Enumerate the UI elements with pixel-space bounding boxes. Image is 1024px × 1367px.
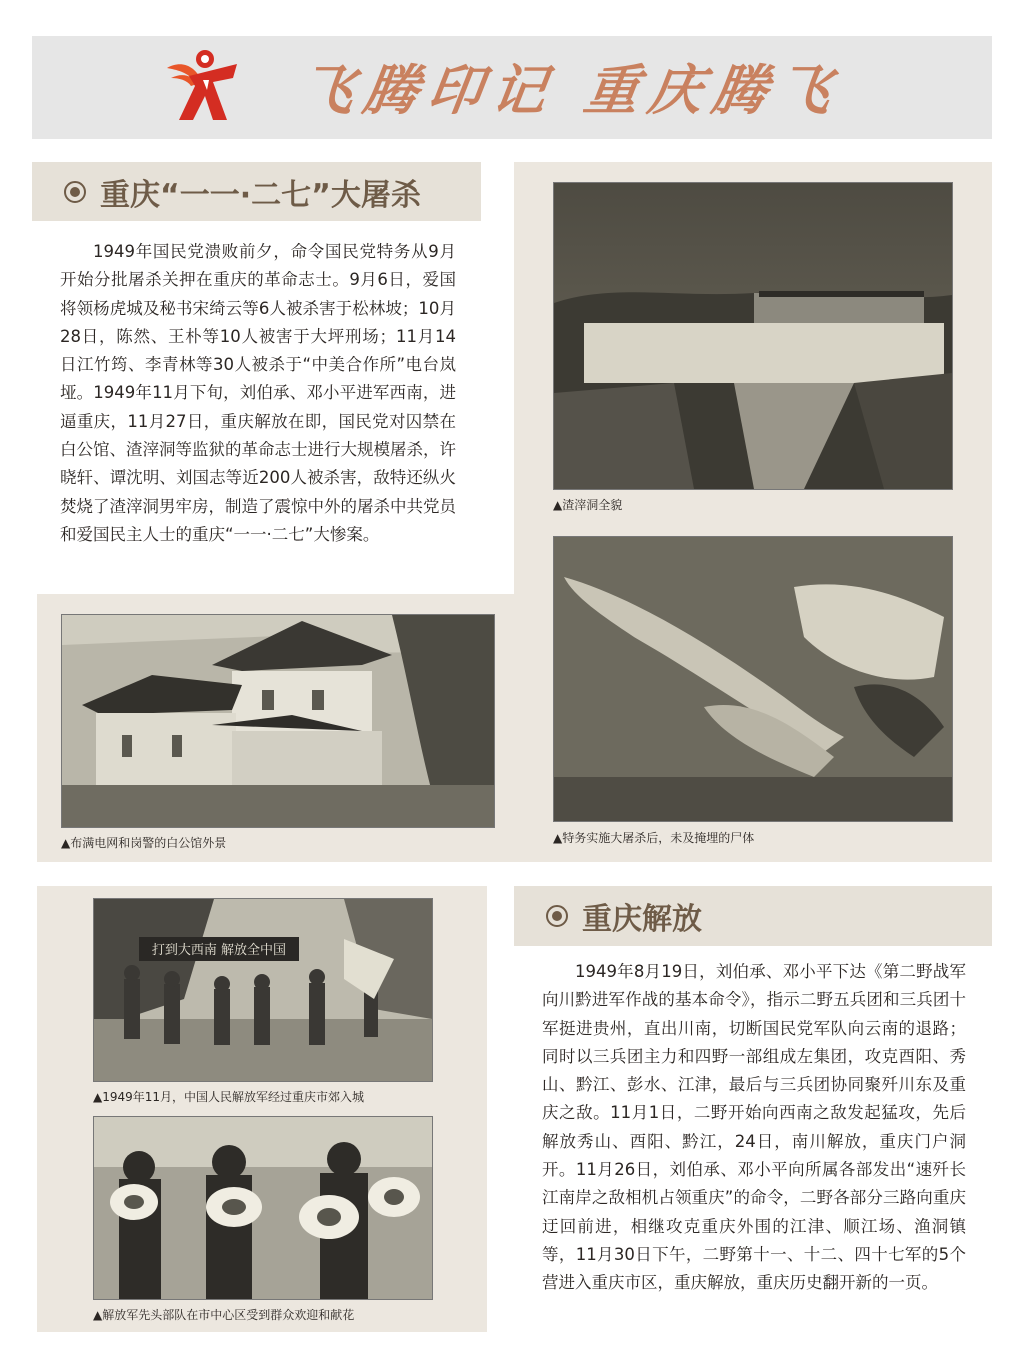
massacre-paragraph: 1949年国民党溃败前夕，命令国民党特务从9月开始分批屠杀关押在重庆的革命志士。9月6日，爱国将领杨虎城及秘书宋绮云等6人被杀害于松林坡；10月28日，陈然、王朴等10人被害于大坪刑场；11月14日江竹筠、李青林等30人被杀于“中美合作所”电台岚垭。1949年11月下旬，刘伯承、邓小平进军西南，进逼重庆，11月27日，重庆解放在即，国民党对囚禁在白公馆、渣滓洞等监狱的革命志士进行大规模屠杀，许晓轩、谭沈明、刘国志等近200人被杀害，敌特还纵火焚烧了渣滓洞男牢房，制造了震惊中外的屠杀中共党员和爱国民主人士的重庆“一一·二七”大惨案。 <box>60 242 456 544</box>
liberation-paragraph-box <box>542 958 966 1328</box>
caption-zhazidong: ▲渣滓洞全貌 <box>553 498 623 512</box>
circle-bullet-icon <box>546 905 568 927</box>
section-title-text: 重庆解放 <box>582 902 702 937</box>
flying-person-logo <box>163 46 243 124</box>
section-title-liberation <box>514 886 992 946</box>
caption-baigongguan: ▲布满电网和岗警的白公馆外景 <box>61 836 227 850</box>
photo-bodies <box>553 536 953 822</box>
massacre-paragraph-box <box>60 238 456 578</box>
army-banner-text: 打到大西南 解放全中国 <box>151 943 287 958</box>
section-title-massacre <box>32 162 481 221</box>
liberation-paragraph: 1949年8月19日，刘伯承、邓小平下达《第二野战军向川黔进军作战的基本命令》，指示二野五兵团和三兵团十军挺进贵州，直出川南，切断国民党军队向云南的退路；同时以三兵团主力和四野一部组成左集团，攻克酉阳、秀山、黔江、彭水、江津，最后与三兵团协同聚歼川东及重庆之敌。11月1日，二野开始向西南之敌发起猛攻，先后解放秀山、酉阳、黔江，24日，南川解放，重庆门户洞开。11月26日，刘伯承、邓小平向所属各部发出“速歼长江南岸之敌相机占领重庆”的命令，二野各部分三路向重庆迂回前进，相继攻克重庆外围的江津、顺江场、渔洞镇等，11月30日下午，二野第十一、十二、四十七军的5个营进入重庆市区，重庆解放，重庆历史翻开新的一页。 <box>542 962 966 1293</box>
caption-welcome: ▲解放军先头部队在市中心区受到群众欢迎和献花 <box>93 1308 355 1322</box>
caption-army-entering: ▲1949年11月，中国人民解放军经过重庆市郊入城 <box>93 1090 365 1104</box>
photo-welcome <box>93 1116 433 1300</box>
photo-zhazidong <box>553 182 953 490</box>
header-title: 飞腾印记 重庆腾飞 <box>295 58 846 122</box>
photo-army-entering <box>93 898 433 1082</box>
section-title-text: 重庆“一一·二七”大屠杀 <box>100 177 421 213</box>
photo-baigongguan <box>61 614 495 828</box>
circle-bullet-icon <box>64 181 86 203</box>
caption-bodies: ▲特务实施大屠杀后，未及掩埋的尸体 <box>553 831 755 845</box>
